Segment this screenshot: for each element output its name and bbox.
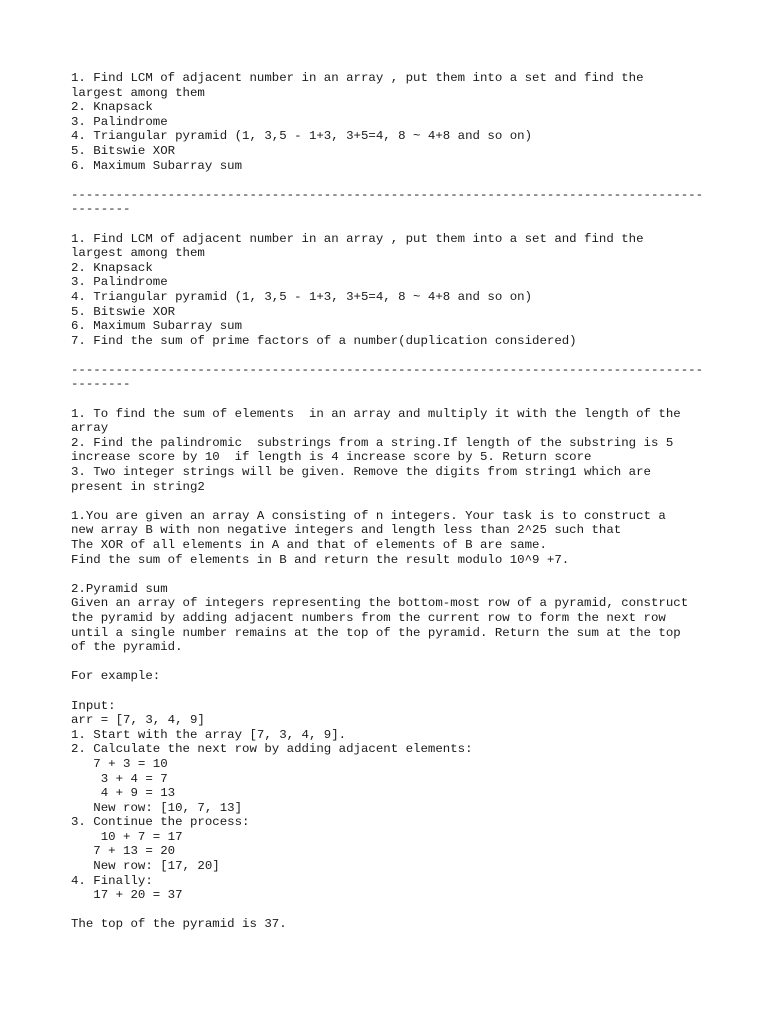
- text-line: Find the sum of elements in B and return the result modulo 10^9 +7.: [71, 552, 570, 567]
- text-line: 6. Maximum Subarray sum: [71, 319, 243, 334]
- text-line: 4. Triangular pyramid (1, 3,5 - 1+3, 3+5=4, 8 ~ 4+8 and so on): [71, 129, 533, 144]
- text-line: 1. To find the sum of elements in an array and multiply it with the length of the: [71, 406, 681, 421]
- text-line: 1. Find LCM of adjacent number in an array , put them into a set and find the: [71, 231, 644, 246]
- separator-line: --------: [71, 202, 131, 217]
- text-line: 3. Palindrome: [71, 275, 168, 290]
- blank-line: [71, 655, 711, 670]
- text-line: of the pyramid.: [71, 640, 183, 655]
- text-line: until a single number remains at the top of the pyramid. Return the sum at the top: [71, 625, 681, 640]
- text-line: largest among them: [71, 246, 205, 261]
- text-line: 2.Pyramid sum: [71, 581, 168, 596]
- separator-line: -------------------------------------------------------------------------------------: [71, 187, 704, 202]
- text-line: 3. Palindrome: [71, 114, 168, 129]
- blank-line: [71, 903, 711, 918]
- text-line: New row: [10, 7, 13]: [71, 800, 243, 815]
- text-line: For example:: [71, 669, 161, 684]
- text-line: increase score by 10 if length is 4 increase score by 5. Return score: [71, 450, 592, 465]
- text-line: 3. Continue the process:: [71, 815, 250, 830]
- text-line: New row: [17, 20]: [71, 859, 220, 874]
- text-line: Given an array of integers representing the bottom-most row of a pyramid, construct: [71, 596, 689, 611]
- text-line: 1. Find LCM of adjacent number in an array , put them into a set and find the: [71, 71, 644, 85]
- blank-line: [71, 494, 711, 509]
- text-line: Input:: [71, 698, 116, 713]
- text-line: 4. Finally:: [71, 873, 153, 888]
- blank-line: [71, 348, 711, 363]
- text-line: array: [71, 421, 109, 436]
- text-line: 7 + 3 = 10: [71, 756, 168, 771]
- text-line: 2. Knapsack: [71, 260, 153, 275]
- text-line: 6. Maximum Subarray sum: [71, 158, 243, 173]
- text-line: 1.You are given an array A consisting of n integers. Your task is to construct a: [71, 508, 666, 523]
- text-line: 4. Triangular pyramid (1, 3,5 - 1+3, 3+5=4, 8 ~ 4+8 and so on): [71, 289, 533, 304]
- text-line: the pyramid by adding adjacent numbers from the current row to form the next row: [71, 610, 666, 625]
- blank-line: [71, 392, 711, 407]
- text-line: The XOR of all elements in A and that of elements of B are same.: [71, 538, 547, 552]
- text-line: arr = [7, 3, 4, 9]: [71, 713, 205, 728]
- text-line: largest among them: [71, 85, 205, 100]
- text-line: present in string2: [71, 479, 205, 494]
- text-line: 1. Start with the array [7, 3, 4, 9].: [71, 727, 347, 742]
- text-line: 2. Knapsack: [71, 100, 153, 115]
- text-line: 17 + 20 = 37: [71, 888, 183, 903]
- text-line: new array B with non negative integers and length less than 2^25 such that: [71, 523, 622, 538]
- text-line: 4 + 9 = 13: [71, 786, 176, 801]
- text-line: 5. Bitswie XOR: [71, 143, 176, 158]
- blank-line: [71, 684, 711, 699]
- text-line: 3. Two integer strings will be given. Remove the digits from string1 which are: [71, 465, 651, 480]
- blank-line: [71, 173, 711, 188]
- blank-line: [71, 217, 711, 232]
- text-line: 10 + 7 = 17: [71, 829, 183, 844]
- text-line: 2. Calculate the next row by adding adjacent elements:: [71, 742, 473, 757]
- text-line: 5. Bitswie XOR: [71, 304, 176, 319]
- document-page: [71, 71, 711, 932]
- text-line: 3 + 4 = 7: [71, 771, 168, 786]
- blank-line: [71, 567, 711, 582]
- text-line: 7. Find the sum of prime factors of a number(duplication considered): [71, 333, 577, 348]
- text-line: The top of the pyramid is 37.: [71, 917, 287, 932]
- text-line: 7 + 13 = 20: [71, 844, 176, 859]
- separator-line: --------: [71, 377, 131, 392]
- text-line: 2. Find the palindromic substrings from a string.If length of the substring is 5: [71, 435, 674, 450]
- separator-line: -------------------------------------------------------------------------------------: [71, 362, 704, 377]
